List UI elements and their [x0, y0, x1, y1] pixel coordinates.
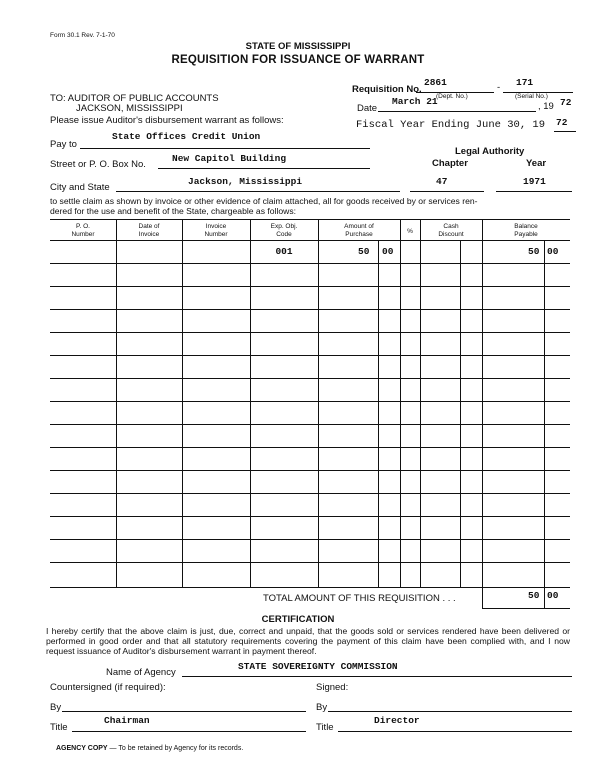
to-city-line: JACKSON, MISSISSIPPI [76, 103, 183, 114]
state-heading: STATE OF MISSISSIPPI [245, 41, 351, 52]
settle-text-line2: dered for the use and benefit of the State, chargeable as follows: [50, 206, 297, 216]
footer-note-text: — To be retained by Agency for its records. [107, 745, 244, 752]
requisition-label: Requisition No. [352, 84, 422, 95]
certification-title: CERTIFICATION [261, 614, 335, 625]
instruction-text: Please issue Auditor's disbursement warrant as follows: [50, 115, 284, 126]
footer-agency-copy: AGENCY COPY [56, 745, 108, 752]
header-po: P. O. Number [71, 223, 95, 238]
year-value: 1971 [523, 176, 546, 187]
serial-no-value: 171 [516, 77, 534, 88]
legal-authority-title: Legal Authority [455, 146, 525, 157]
amount-dollars: 50 [358, 246, 370, 257]
pay-to-value: State Offices Credit Union [112, 131, 261, 142]
header-percent: % [407, 228, 413, 235]
total-dollars: 50 [528, 590, 540, 601]
balance-dollars: 50 [528, 246, 540, 257]
total-label: TOTAL AMOUNT OF THIS REQUISITION . . . [263, 593, 456, 604]
form-id: Form 30.1 Rev. 7-1-70 [50, 32, 115, 39]
header-balance-payable: Balance Payable [514, 223, 538, 238]
date-value: March 21 [392, 96, 438, 107]
settle-text-line1: to settle claim as shown by invoice or other evidence of claim attached, all for goods received by or services ren- [50, 196, 478, 206]
street-value: New Capitol Building [172, 153, 287, 164]
year-prefix: , 19 [538, 101, 554, 112]
header-cash-discount: Cash Discount [438, 223, 464, 238]
pay-to-label: Pay to [50, 139, 77, 150]
signed-label: Signed: [316, 682, 349, 693]
by-label-right: By [316, 702, 328, 713]
date-label: Date [357, 103, 378, 114]
chapter-label: Chapter [432, 158, 468, 169]
fiscal-year-text: Fiscal Year Ending June 30, 19 [356, 119, 546, 131]
fiscal-year-value: 72 [556, 117, 568, 128]
amount-cents: 00 [382, 246, 394, 257]
header-invoice-number: Invoice Number [204, 223, 228, 238]
countersigned-label: Countersigned (if required): [50, 682, 166, 693]
year-label: Year [526, 158, 547, 169]
header-amount-of-purchase: Amount of Purchase [344, 223, 374, 238]
to-auditor-line: TO: AUDITOR OF PUBLIC ACCOUNTS [50, 93, 219, 104]
city-value: Jackson, Mississippi [188, 176, 303, 187]
balance-cents: 00 [547, 246, 559, 257]
exp-code-value: 001 [275, 246, 293, 257]
serial-no-caption: (Serial No.) [515, 93, 548, 100]
requisition-dash: - [497, 82, 501, 93]
total-cents: 00 [547, 590, 559, 601]
certification-text: I hereby certify that the above claim is just, due, correct and unpaid, that the goods sold or services rendered have been delivered or performed in good order and that all statutory requirements covering the payment of this claim have been complied with, and I now request issuance of Auditor's disbursement warrant in payment thereof. [46, 626, 570, 657]
title-label-left: Title [50, 722, 68, 733]
dept-no-caption: (Dept. No.) [436, 93, 468, 100]
title-label-right: Title [316, 722, 334, 733]
header-exp-obj-code: Exp. Obj. Code [270, 223, 298, 238]
street-label: Street or P. O. Box No. [50, 159, 146, 170]
footer-note [56, 745, 243, 752]
form-title: REQUISITION FOR ISSUANCE OF WARRANT [171, 54, 425, 66]
agency-label: Name of Agency [106, 667, 176, 678]
chapter-value: 47 [436, 176, 448, 187]
date-year-value: 72 [560, 97, 572, 108]
by-label-left: By [50, 702, 62, 713]
agency-value: STATE SOVEREIGNTY COMMISSION [238, 661, 398, 672]
title-value-right: Director [374, 715, 420, 726]
title-value-left: Chairman [104, 715, 150, 726]
city-label: City and State [50, 182, 110, 193]
header-date-of-invoice: Date of Invoice [138, 223, 160, 238]
dept-no-value: 2861 [424, 77, 447, 88]
